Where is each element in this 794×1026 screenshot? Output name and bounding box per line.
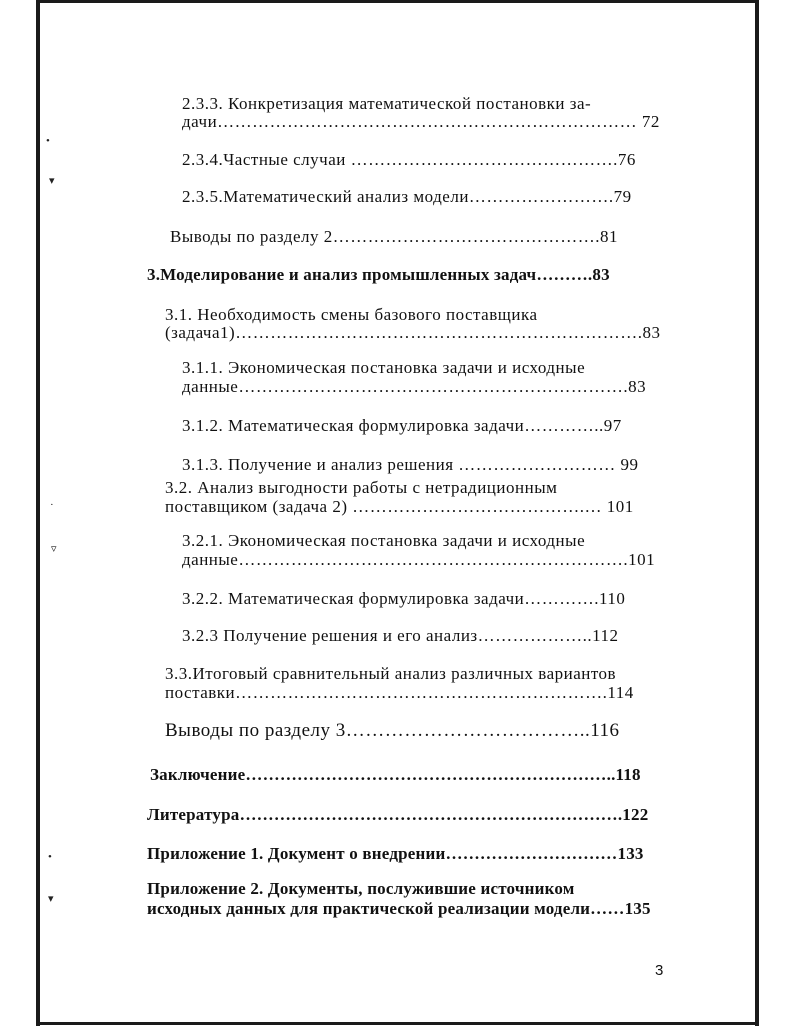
toc-entry-3-2-1-line2: данные………………………………………………………….101 bbox=[182, 550, 656, 569]
toc-entry-2-3-5: 2.3.5.Математический анализ модели…………………….79 bbox=[182, 187, 632, 206]
toc-entry-3-3-line2: поставки……………………………………………………….114 bbox=[165, 683, 634, 702]
toc-entry-3-1-3: 3.1.3. Получение и анализ решения ……………………… 99 bbox=[182, 455, 639, 474]
toc-entry-chapter-3: 3.Моделирование и анализ промышленных задач……….83 bbox=[147, 265, 610, 284]
toc-entry-3-2-3: 3.2.3 Получение решения и его анализ………………..112 bbox=[182, 626, 619, 645]
toc-entry-3-1-line1: 3.1. Необходимость смены базового поставщика bbox=[165, 305, 538, 324]
toc-entry-appendix-2-line1: Приложение 2. Документы, послужившие источником bbox=[147, 879, 575, 898]
toc-entry-appendix-2-line2: исходных данных для практической реализации модели……135 bbox=[147, 899, 651, 918]
scan-speck: • bbox=[48, 851, 52, 863]
scan-speck: ▾ bbox=[49, 175, 55, 187]
scan-speck: · bbox=[50, 499, 54, 511]
scan-right-edge bbox=[755, 0, 759, 1026]
toc-entry-literature: Литература………………………………………………………….122 bbox=[147, 805, 649, 824]
toc-entry-appendix-1: Приложение 1. Документ о внедрении…………………………133 bbox=[147, 844, 644, 863]
toc-entry-3-2-line1: 3.2. Анализ выгодности работы с нетрадиционным bbox=[165, 478, 558, 497]
page-number: 3 bbox=[655, 962, 664, 979]
toc-entry-3-2-1-line1: 3.2.1. Экономическая постановка задачи и исходные bbox=[182, 531, 586, 550]
scan-speck: • bbox=[46, 135, 50, 147]
toc-entry-3-2-2: 3.2.2. Математическая формулировка задачи………….110 bbox=[182, 589, 626, 608]
scan-speck: ▾ bbox=[48, 893, 54, 905]
toc-entry-3-3-line1: 3.3.Итоговый сравнительный анализ различных вариантов bbox=[165, 664, 617, 683]
toc-entry-3-1-line2: (задача1)…………………………………………………………….83 bbox=[165, 323, 661, 342]
toc-entry-3-1-2: 3.1.2. Математическая формулировка задачи…………..97 bbox=[182, 416, 622, 435]
scan-bottom-edge bbox=[36, 1022, 759, 1025]
toc-entry-3-1-1-line1: 3.1.1. Экономическая постановка задачи и исходные bbox=[182, 358, 586, 377]
toc-entry-3-2-line2: поставщиком (задача 2) ………………………………….… 101 bbox=[165, 497, 634, 516]
scan-left-edge bbox=[36, 0, 40, 1026]
toc-entry-conclusions-3: Выводы по разделу 3………………………………..116 bbox=[165, 720, 620, 741]
toc-entry-3-1-1-line2: данные………………………………………………………….83 bbox=[182, 377, 647, 396]
toc-entry-2-3-3-line2: дачи……………………………………………………………… 72 bbox=[182, 112, 660, 131]
toc-entry-2-3-3-line1: 2.3.3. Конкретизация математической постановки за- bbox=[182, 94, 592, 113]
scan-speck: ▿ bbox=[51, 543, 57, 555]
toc-entry-2-3-4: 2.3.4.Частные случаи ……………………………………….76 bbox=[182, 150, 636, 169]
toc-entry-conclusion: Заключение………………………………………………………..118 bbox=[150, 765, 641, 784]
toc-entry-conclusions-2: Выводы по разделу 2……………………………………….81 bbox=[170, 227, 618, 246]
scan-top-edge bbox=[36, 0, 759, 3]
